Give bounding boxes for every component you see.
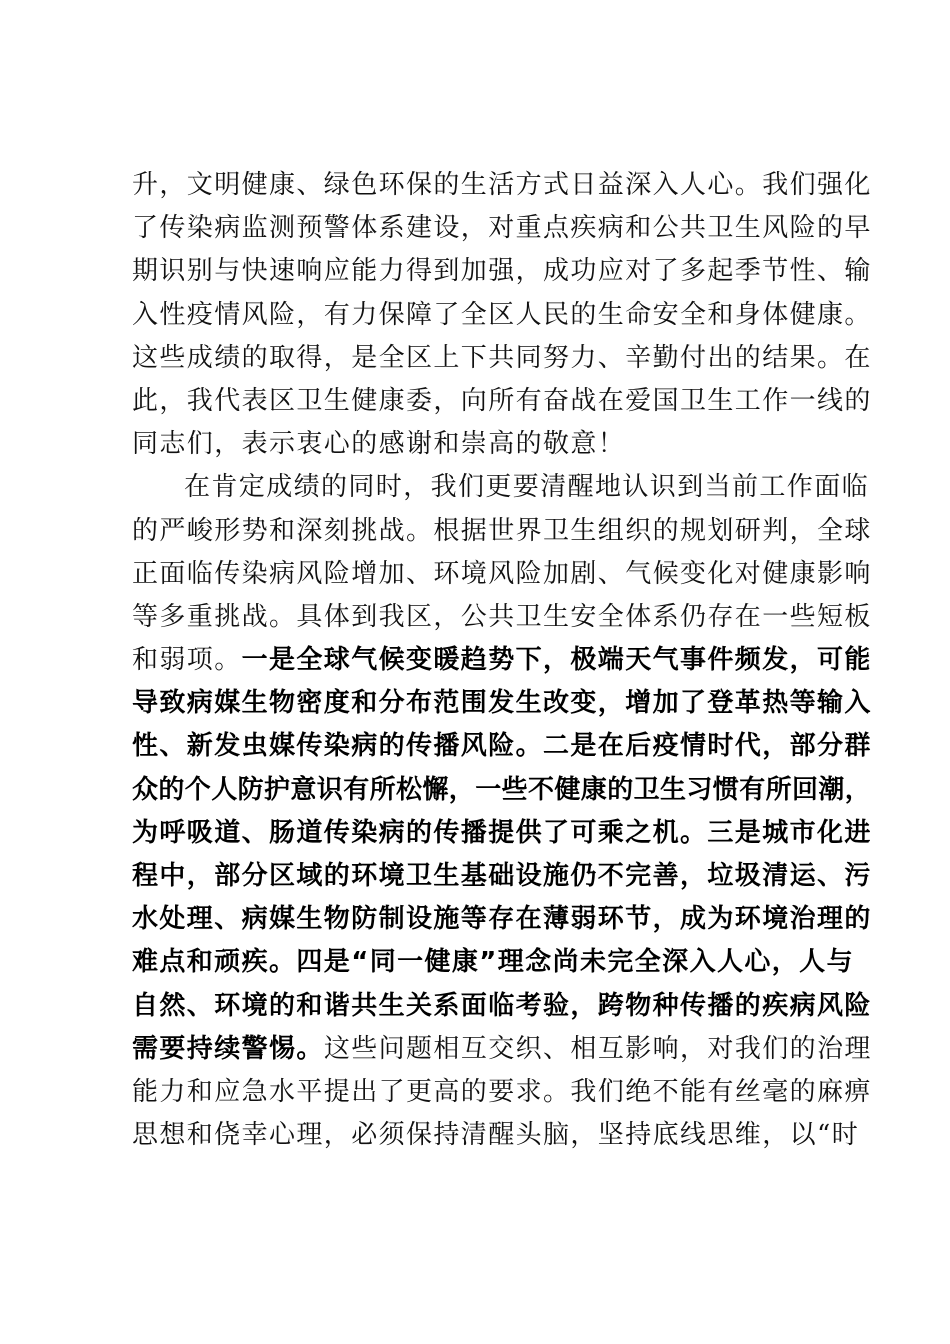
text-line: 能力和应急水平提出了更高的要求。我们绝不能有丝毫的麻痹: [132, 1076, 872, 1107]
text-line: 这些成绩的取得，是全区上下共同努力、辛勤付出的结果。在: [132, 342, 872, 373]
text-line: [132, 639, 872, 682]
text-line: 升，文明健康、绿色环保的生活方式日益深入人心。我们强化: [132, 170, 872, 200]
text-line: 正面临传染病风险增加、环境风险加剧、气候变化对健康影响: [132, 558, 872, 589]
text-line-bold: 自然、环境的和谐共生关系面临考验，跨物种传播的疾病风险: [132, 990, 872, 1021]
text-line: 思想和侥幸心理，必须保持清醒头脑，坚持底线思维，以“时: [132, 1120, 860, 1151]
text-line-bold: 众的个人防护意识有所松懈，一些不健康的卫生习惯有所回潮，: [132, 774, 872, 805]
body-text: [132, 164, 872, 1157]
paragraph-2: [132, 466, 872, 1157]
text-line: 此，我代表区卫生健康委，向所有奋战在爱国卫生工作一线的: [132, 385, 872, 416]
text-line: 入性疫情风险，有力保障了全区人民的生命安全和身体健康。: [132, 299, 872, 330]
paragraph-1: [132, 164, 872, 466]
text-line: 的严峻形势和深刻挑战。根据世界卫生组织的规划研判，全球: [132, 515, 872, 546]
text-line-bold: 程中，部分区域的环境卫生基础设施仍不完善，垃圾清运、污: [132, 861, 872, 891]
text-normal: 和弱项。: [132, 645, 242, 676]
text-line-bold: 水处理、病媒生物防制设施等存在薄弱环节，成为环境治理的: [132, 904, 872, 935]
text-line: 同志们，表示衷心的感谢和崇高的敬意！: [132, 429, 626, 460]
text-bold: 一是全球气候变暖趋势下，极端天气事件频发，可能: [241, 645, 872, 676]
text-normal: 这些问题相互交织、相互影响，对我们的治理: [323, 1033, 872, 1064]
text-line: 在肯定成绩的同时，我们更要清醒地认识到当前工作面临: [184, 472, 870, 503]
text-line: 等多重挑战。具体到我区，公共卫生安全体系仍存在一些短板: [132, 601, 872, 632]
text-line-bold: 难点和顽疾。四是“同一健康”理念尚未完全深入人心，人与: [132, 947, 854, 978]
text-bold: 需要持续警惕。: [132, 1033, 324, 1064]
text-line-bold: 性、新发虫媒传染病的传播风险。二是在后疫情时代，部分群: [132, 731, 872, 762]
text-line-bold: 导致病媒生物密度和分布范围发生改变，增加了登革热等输入: [132, 688, 872, 719]
text-line: 了传染病监测预警体系建设，对重点疾病和公共卫生风险的早: [132, 213, 872, 244]
text-line-bold: 为呼吸道、肠道传染病的传播提供了可乘之机。三是城市化进: [132, 817, 872, 848]
text-line: 期识别与快速响应能力得到加强，成功应对了多起季节性、输: [132, 256, 872, 287]
text-line: [132, 1028, 872, 1071]
